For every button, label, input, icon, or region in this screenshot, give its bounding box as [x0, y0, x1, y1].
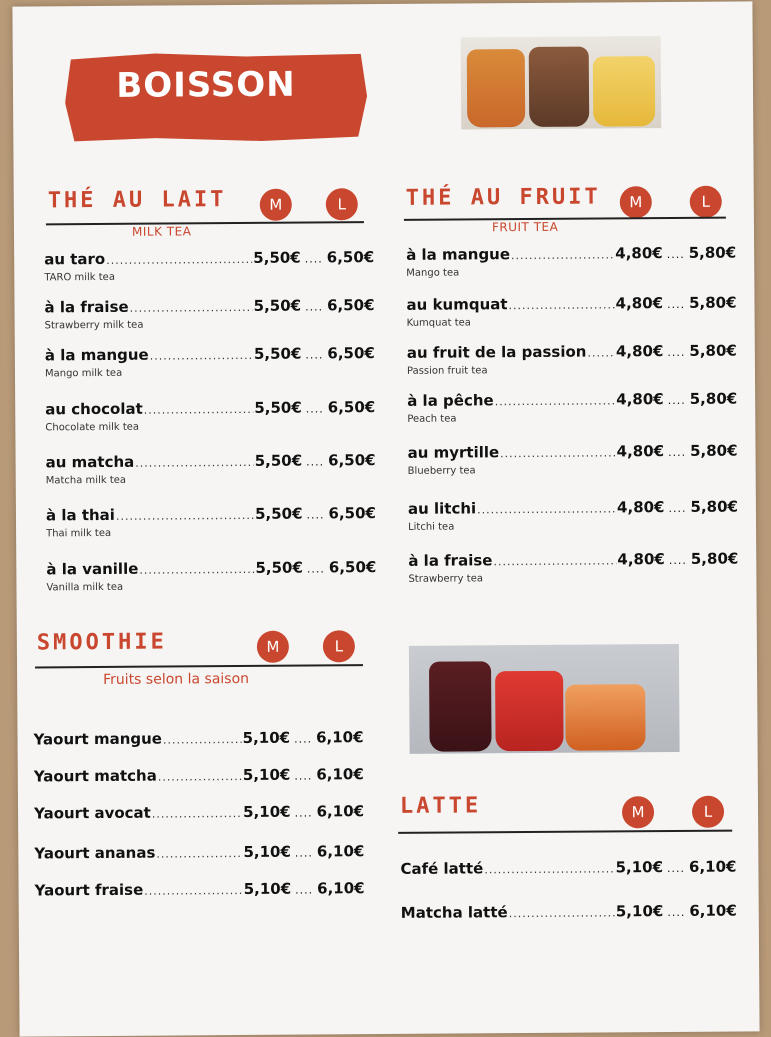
price-separator: ....	[294, 846, 313, 860]
milk-tea-item-name: à la fraise	[44, 297, 129, 317]
price-separator: ....	[305, 348, 324, 362]
price-separator: ....	[668, 553, 687, 568]
smoothie-item	[34, 765, 364, 785]
milk-tea-size-l: L	[326, 188, 358, 220]
fruit-tea-size-m: M	[620, 186, 652, 218]
fruit-tea-item-english: Litchi tea	[408, 521, 455, 533]
fruit-tea-item	[407, 442, 737, 477]
price-separator: ....	[294, 806, 313, 820]
milk-tea-item	[44, 248, 374, 283]
fruit-tea-price-l: 5,80€	[688, 293, 737, 312]
milk-tea-price-m: 5,50€	[254, 398, 302, 417]
smoothie-price-m: 5,10€	[242, 728, 291, 748]
smoothie-item-name: Yaourt avocat	[33, 803, 151, 823]
milk-tea-item-english: Mango milk tea	[44, 367, 123, 380]
fruit-tea-subtitle: FRUIT TEA	[491, 219, 559, 235]
smoothie-item-name: Yaourt ananas	[34, 843, 156, 863]
fruit-tea-item-english: Passion fruit tea	[406, 365, 488, 377]
fruit-tea-title: THÉ AU FRUIT	[405, 184, 601, 211]
milk-tea-price-l: 6,50€	[327, 344, 375, 363]
milk-tea-item-name: au matcha	[45, 452, 135, 472]
smoothie-item-name: Yaourt matcha	[33, 766, 157, 786]
menu-sheet	[12, 1, 759, 1036]
milk-tea-subtitle: MILK TEA	[131, 224, 192, 239]
milk-tea-item	[46, 504, 376, 539]
latte-item	[400, 858, 736, 878]
smoothie-rule	[35, 664, 363, 668]
dot-leader	[493, 554, 616, 568]
milk-tea-item-name: à la thai	[45, 505, 115, 525]
milk-tea-item-english: Vanilla milk tea	[46, 581, 124, 594]
smoothie-item	[34, 802, 364, 822]
milk-tea-price-l: 6,50€	[328, 504, 377, 523]
fruit-tea-item-name: au kumquat	[406, 295, 508, 314]
fruit-tea-price-m: 4,80€	[616, 498, 665, 517]
fruit-tea-item	[408, 498, 738, 533]
dot-leader	[508, 298, 614, 312]
fruit-tea-price-l: 5,80€	[689, 389, 738, 408]
price-separator: ....	[295, 883, 314, 897]
latte-rule	[398, 830, 732, 834]
fruit-tea-price-m: 4,80€	[616, 442, 665, 461]
fruit-tea-price-l: 5,80€	[690, 441, 738, 460]
fruit-tea-size-l: L	[690, 186, 722, 218]
fruit-tea-item-name: au myrtille	[407, 443, 500, 462]
milk-tea-price-m: 5,50€	[254, 504, 303, 523]
dot-leader	[477, 502, 616, 516]
latte-title: LATTE	[399, 793, 482, 819]
latte-size-m: M	[622, 796, 654, 828]
smoothie-price-l: 6,10€	[317, 879, 365, 898]
smoothie-subtitle: Fruits selon la saison	[103, 670, 250, 688]
milk-tea-item-name: au taro	[44, 249, 106, 269]
price-separator: ....	[294, 732, 313, 746]
milk-tea-price-m: 5,50€	[253, 248, 301, 267]
price-separator: ....	[668, 445, 687, 460]
fruit-tea-item-english: Blueberry tea	[407, 465, 476, 477]
smoothie-price-l: 6,10€	[316, 728, 364, 747]
milk-tea-item	[46, 558, 376, 593]
fruit-tea-item-name: à la mangue	[406, 245, 511, 264]
milk-tea-item-english: Strawberry milk tea	[44, 319, 144, 332]
milk-tea-price-m: 5,50€	[254, 451, 303, 470]
fruit-tea-price-m: 4,80€	[615, 294, 664, 313]
smoothie-price-m: 5,10€	[243, 802, 291, 822]
dot-leader	[158, 770, 242, 784]
milk-tea-item-english: TARO milk tea	[44, 271, 115, 284]
smoothie-price-m: 5,10€	[243, 879, 292, 899]
smoothie-price-m: 5,10€	[243, 842, 291, 862]
dot-leader	[135, 456, 254, 470]
smoothie-price-m: 5,10€	[242, 765, 291, 785]
fruit-tea-item	[407, 342, 737, 377]
fruit-tea-price-m: 4,80€	[615, 342, 664, 361]
milk-tea-price-l: 6,50€	[326, 296, 375, 315]
smoothie-price-l: 6,10€	[316, 842, 365, 861]
smoothie-item	[35, 879, 365, 899]
fruit-tea-price-l: 5,80€	[689, 341, 737, 360]
milk-tea-price-m: 5,50€	[253, 344, 302, 363]
fruit-tea-item	[408, 550, 738, 585]
fruit-tea-item-name: à la pêche	[407, 391, 494, 410]
fruit-tea-price-m: 4,80€	[616, 390, 664, 409]
milk-tea-item	[45, 344, 375, 379]
fruit-tea-item-name: au fruit de la passion	[406, 342, 587, 362]
fruit-tea-price-m: 4,80€	[615, 244, 663, 263]
milk-tea-price-l: 6,50€	[327, 398, 376, 417]
milk-tea-size-m: M	[260, 189, 292, 221]
dot-leader	[130, 301, 253, 315]
price-separator: ....	[306, 562, 325, 576]
fruit-tea-item-english: Mango tea	[406, 267, 460, 279]
fruit-tea-item	[406, 244, 736, 279]
fruit-tea-item-english: Peach tea	[407, 413, 457, 425]
latte-size-l: L	[692, 796, 724, 828]
fruit-tea-item	[406, 294, 736, 329]
latte-price-l: 6,10€	[688, 857, 737, 876]
price-separator: ....	[305, 300, 324, 314]
milk-tea-item-english: Chocolate milk tea	[45, 421, 140, 434]
fruit-tea-item-english: Kumquat tea	[406, 317, 471, 329]
dot-leader	[587, 346, 615, 359]
dot-leader	[144, 403, 254, 417]
bubble-tea-photo	[461, 36, 662, 129]
milk-tea-item-name: au chocolat	[45, 399, 143, 419]
fruit-tea-price-l: 5,80€	[690, 549, 739, 568]
milk-tea-item	[44, 296, 374, 331]
fruit-tea-item-english: Strawberry tea	[408, 573, 483, 585]
milk-tea-price-l: 6,50€	[328, 558, 377, 577]
milk-tea-item-english: Matcha milk tea	[45, 474, 127, 487]
milk-tea-title: THÉ AU LAIT	[47, 187, 227, 214]
milk-tea-price-m: 5,50€	[253, 296, 302, 315]
smoothie-item-name: Yaourt mangue	[33, 729, 162, 749]
fruit-tea-item-name: au litchi	[407, 499, 477, 518]
fruit-tea-price-l: 5,80€	[690, 497, 738, 516]
milk-tea-item-english: Thai milk tea	[46, 527, 112, 540]
smoothie-item	[33, 728, 363, 748]
latte-item-name: Matcha latté	[400, 903, 508, 922]
milk-tea-rule	[46, 221, 364, 225]
dot-leader	[152, 807, 242, 821]
fruit-tea-price-m: 4,80€	[617, 550, 665, 569]
dot-leader	[156, 847, 242, 861]
smoothie-price-l: 6,10€	[316, 765, 364, 784]
price-separator: ....	[666, 247, 685, 262]
price-separator: ....	[294, 769, 313, 783]
smoothie-item-name: Yaourt fraise	[34, 880, 144, 900]
milk-tea-item-name: à la vanille	[46, 559, 139, 579]
fruit-tea-price-l: 5,80€	[688, 243, 737, 262]
fruit-tea-item-name: à la fraise	[408, 551, 493, 570]
price-separator: ....	[305, 402, 324, 416]
milk-tea-item	[46, 451, 376, 486]
smoothie-item	[34, 842, 364, 862]
dot-leader	[116, 509, 254, 523]
dot-leader	[509, 906, 615, 920]
latte-price-m: 5,10€	[615, 902, 664, 921]
latte-price-l: 6,10€	[689, 901, 737, 920]
milk-tea-price-m: 5,50€	[255, 558, 303, 577]
price-separator: ....	[668, 501, 687, 516]
smoothie-size-m: M	[257, 631, 289, 663]
milk-tea-price-l: 6,50€	[326, 248, 375, 267]
milk-tea-item-name: à la mangue	[44, 345, 149, 365]
dot-leader	[500, 446, 616, 460]
dot-leader	[144, 884, 243, 898]
milk-tea-item	[45, 398, 375, 433]
latte-price-m: 5,10€	[615, 858, 664, 877]
dot-leader	[139, 563, 254, 577]
price-separator: ....	[306, 508, 325, 522]
dot-leader	[484, 862, 614, 876]
price-separator: ....	[304, 252, 323, 266]
dot-leader	[106, 253, 252, 267]
dot-leader	[511, 248, 614, 262]
dot-leader	[495, 394, 616, 408]
smoothie-title: SMOOTHIE	[36, 629, 167, 656]
menu-title: BOISSON	[116, 64, 296, 106]
fruit-tea-item	[407, 390, 737, 425]
latte-item	[401, 902, 737, 922]
price-separator: ....	[667, 905, 686, 920]
latte-item-name: Café latté	[400, 859, 484, 878]
price-separator: ....	[666, 861, 686, 876]
dot-leader	[150, 349, 253, 363]
price-separator: ....	[667, 393, 686, 408]
smoothie-size-l: L	[323, 630, 355, 662]
dot-leader	[163, 733, 242, 747]
milk-tea-price-l: 6,50€	[328, 451, 376, 470]
fruit-tea-rule	[404, 217, 726, 221]
smoothie-price-l: 6,10€	[316, 802, 365, 821]
price-separator: ....	[306, 455, 325, 469]
price-separator: ....	[667, 345, 686, 360]
price-separator: ....	[667, 297, 686, 312]
fruit-tea-photo	[409, 644, 680, 754]
